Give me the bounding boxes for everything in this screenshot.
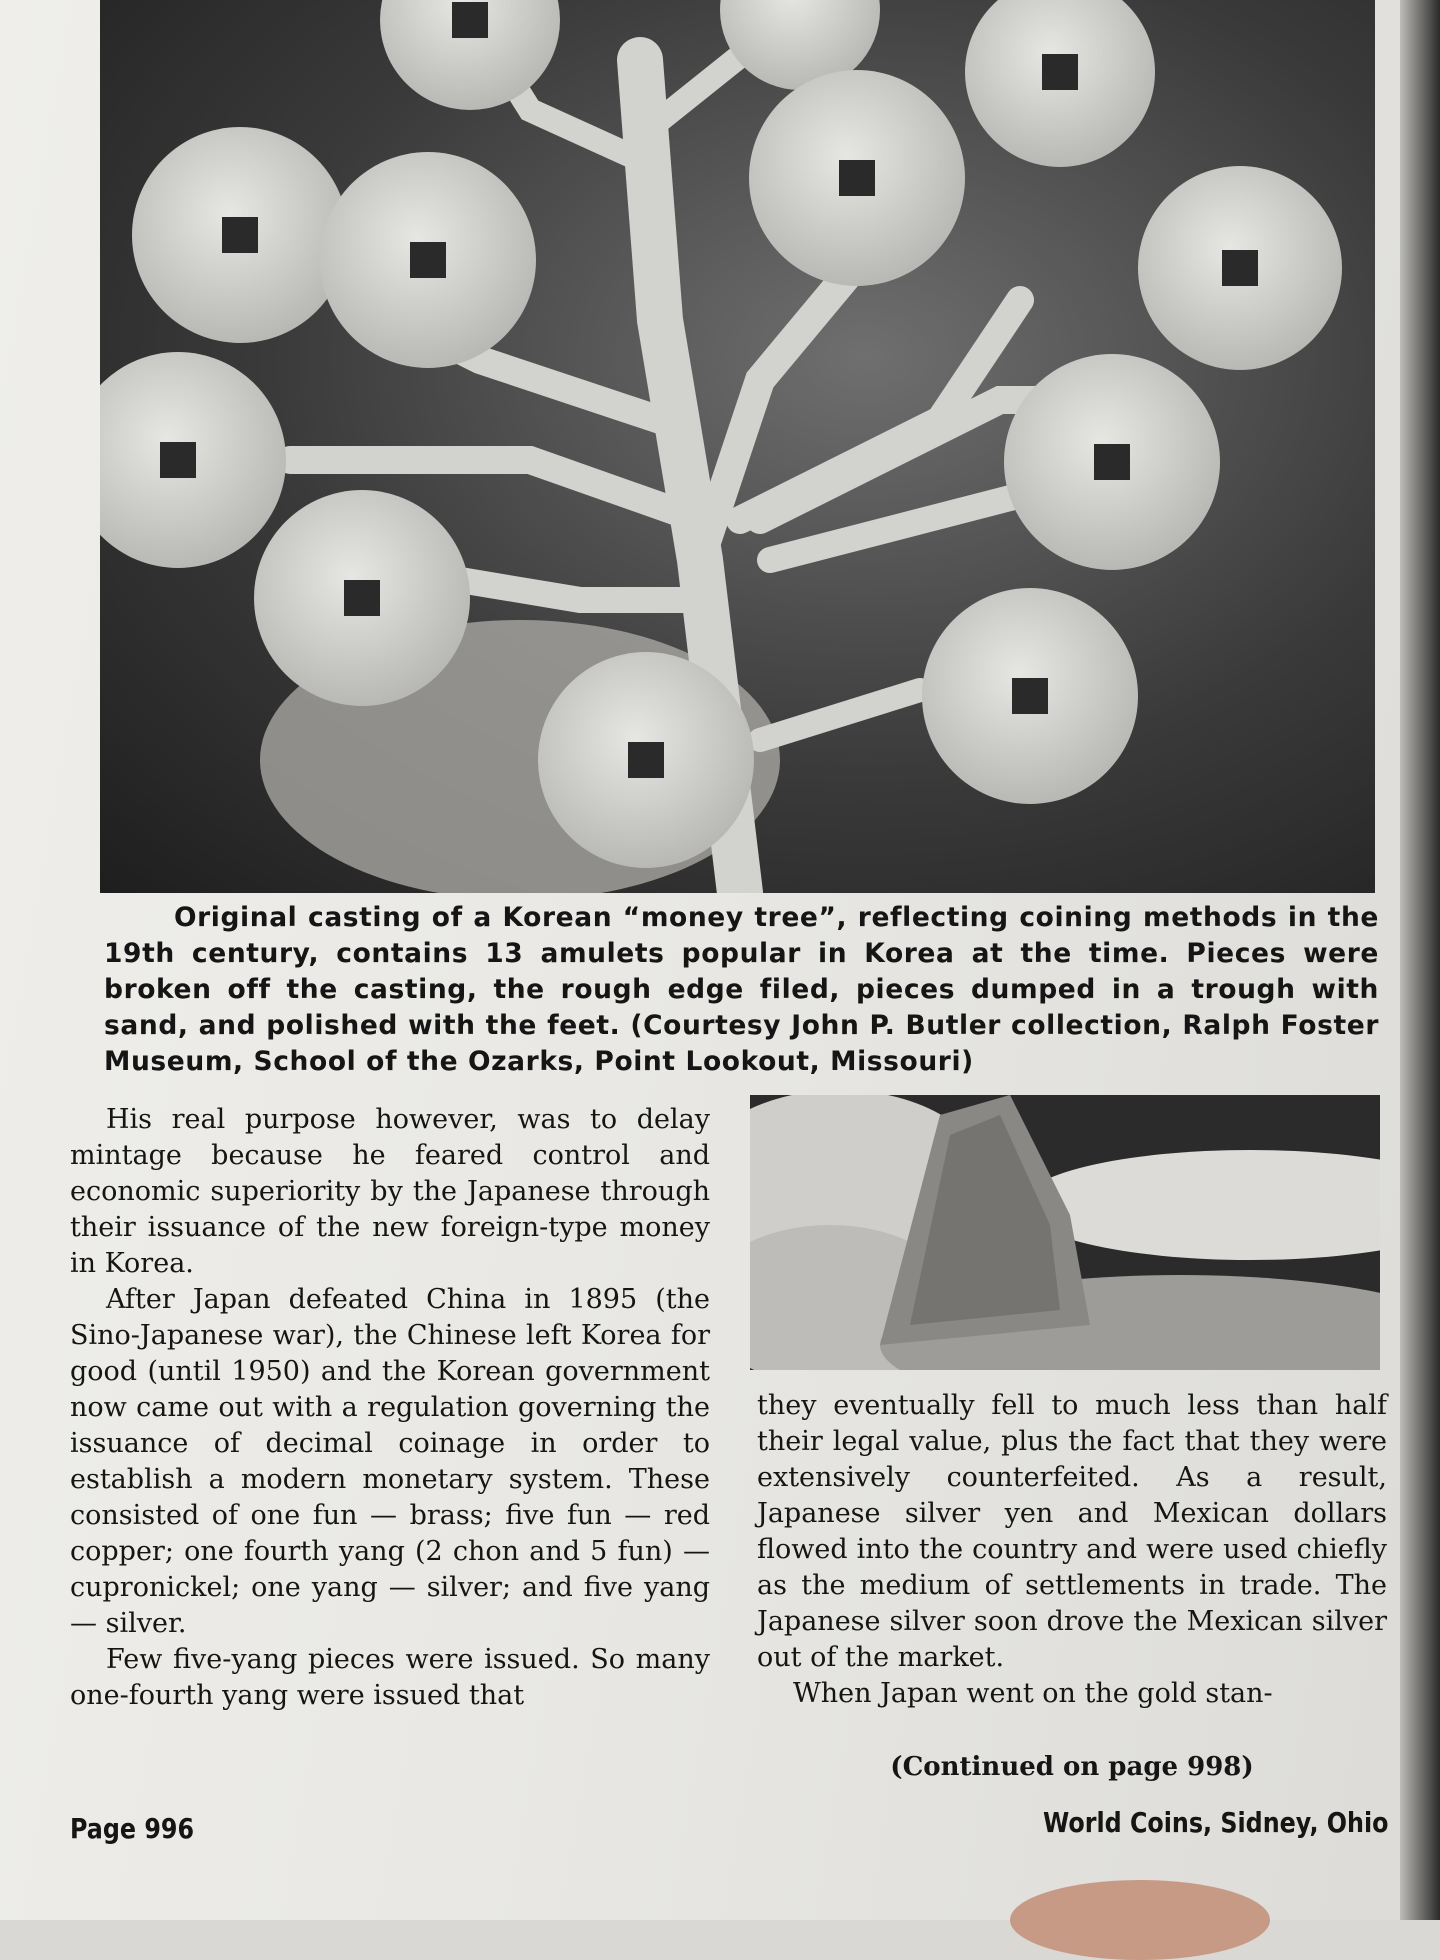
photo-caption: Original casting of a Korean “money tree”, reflecting coining methods in the 19th century, contains 13 amulets popular in Korea at the time. Pieces were broken off the casting, the rough edge filed, pieces dumped in a trough with sand, and polished with the feet. (Courtesy John P. Butler collection, Ralph Foster Museum, School of the Ozarks, Point Lookout, Missouri) bbox=[104, 902, 1379, 1077]
paragraph: His real purpose however, was to delay mintage because he feared control and economic superiority by the Japanese through their issuance of the new foreign-type money in Korea. bbox=[70, 1104, 710, 1279]
money-tree-illustration bbox=[100, 0, 1375, 893]
money-tree-photo bbox=[100, 0, 1375, 893]
finger bbox=[1010, 1880, 1270, 1960]
left-column bbox=[70, 1102, 710, 1714]
publication-credit: World Coins, Sidney, Ohio bbox=[1042, 1806, 1388, 1839]
paragraph: Few five-yang pieces were issued. So many one-fourth yang were issued that bbox=[70, 1644, 710, 1711]
right-column bbox=[757, 1388, 1387, 1712]
book-spine-shadow bbox=[1400, 0, 1440, 1920]
paragraph: they eventually fell to much less than half their legal value, plus the fact that they were extensively counterfeited. As a result, Japanese silver yen and Mexican dollars flowed into the country and were used chiefly as the medium of settlements in trade. The Japanese silver soon drove the Mexican silver out of the market. bbox=[757, 1390, 1387, 1673]
page-number: Page 996 bbox=[70, 1812, 195, 1845]
continued-note: (Continued on page 998) bbox=[890, 1752, 1254, 1782]
fingers-holding-coin-fragment bbox=[750, 1095, 1380, 1370]
paragraph: After Japan defeated China in 1895 (the Sino-Japanese war), the Chinese left Korea for good (until 1950) and the Korean government now came out with a regulation governing the issuance of decimal coinage in order to establish a modern monetary system. These consisted of one fun — brass; five fun — red copper; one fourth yang (2 chon and 5 fun) — cupronickel; one yang — silver; and five yang — silver. bbox=[70, 1284, 710, 1639]
coin-filing-photo bbox=[750, 1095, 1380, 1370]
paragraph: When Japan went on the gold stan- bbox=[793, 1678, 1273, 1709]
